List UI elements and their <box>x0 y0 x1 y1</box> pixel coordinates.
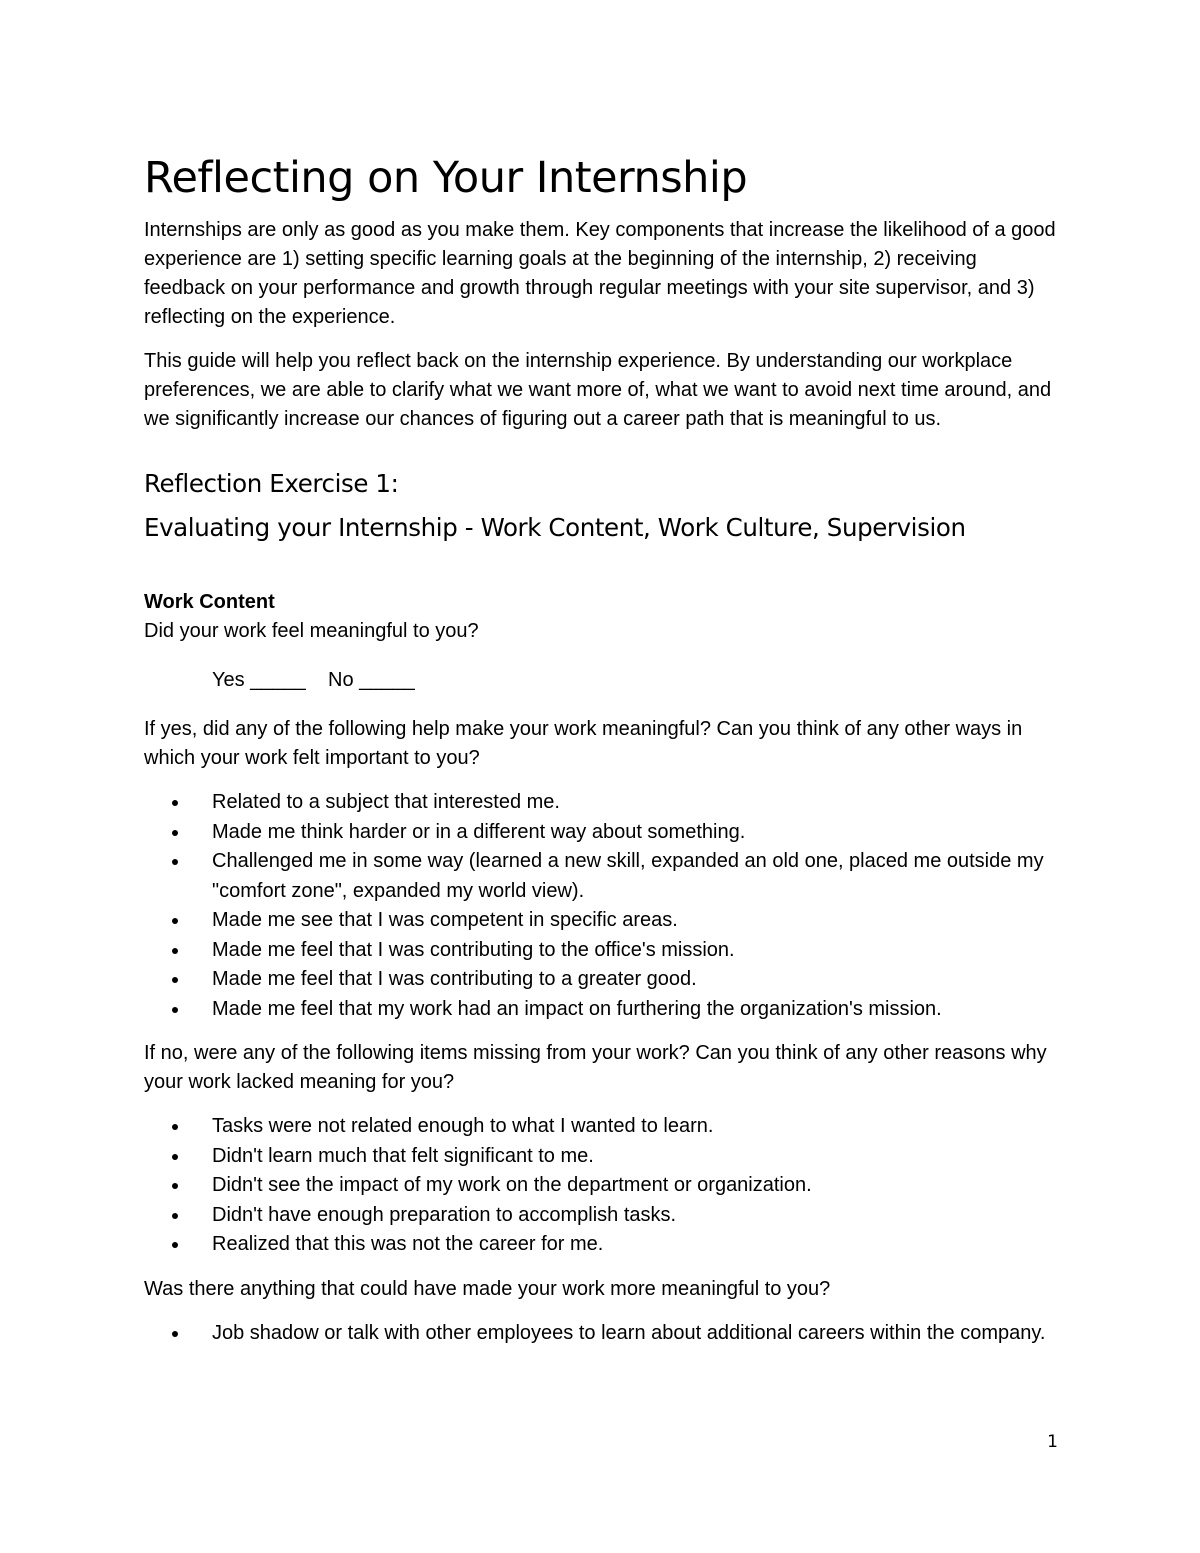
yes-no-answer-line: Yes _____ No _____ <box>212 669 415 691</box>
bullet-icon <box>172 1124 178 1130</box>
list-item-text: Made me think harder or in a different way about something. <box>212 820 746 843</box>
bullet-icon <box>172 1331 178 1337</box>
list-item <box>144 965 1060 995</box>
if-no-prompt: If no, were any of the following items missing from your work? Can you think of any other reasons why your work lacked meaning for you? <box>144 1042 1047 1093</box>
list-item <box>144 1171 1060 1201</box>
bullet-icon <box>172 1213 178 1219</box>
list-item <box>144 995 1060 1025</box>
work-content-heading: Work Content <box>144 591 275 613</box>
list-item-text: Tasks were not related enough to what I wanted to learn. <box>212 1115 714 1137</box>
exercise-heading: Reflection Exercise 1: <box>144 469 399 498</box>
bullet-icon <box>172 918 178 924</box>
yes-reasons-list <box>144 788 1060 1024</box>
list-item <box>144 1142 1060 1172</box>
page-number: 1 <box>1047 1432 1058 1452</box>
intro-paragraph: This guide will help you reflect back on the internship experience. By understanding our workplace preferences, we are able to clarify what we want more of, what we want to avoid next time around, and we significantly increase our chances of figuring out a career path that is meaningful to us. <box>144 350 1052 430</box>
more-meaningful-question: Was there anything that could have made your work more meaningful to you? <box>144 1277 831 1300</box>
no-reasons-list <box>144 1112 1060 1260</box>
list-item <box>144 818 1060 848</box>
list-item <box>144 906 1060 936</box>
more-meaningful-list <box>144 1319 1060 1349</box>
list-item <box>144 936 1060 966</box>
list-item-text: Related to a subject that interested me. <box>212 791 560 813</box>
list-item-text: Made me feel that my work had an impact on furthering the organization's mission. <box>212 997 942 1020</box>
list-item-text: Made me feel that I was contributing to the office's mission. <box>212 938 735 961</box>
document-title: Reflecting on Your Internship <box>144 153 748 203</box>
list-item <box>144 1201 1060 1231</box>
list-item-text: Didn't learn much that felt significant to me. <box>212 1144 594 1167</box>
bullet-icon <box>172 1007 178 1013</box>
bullet-icon <box>172 830 178 836</box>
meaningful-question: Did your work feel meaningful to you? <box>144 620 479 642</box>
list-item <box>144 1230 1060 1260</box>
exercise-subheading: Evaluating your Internship - Work Content, Work Culture, Supervision <box>144 513 966 542</box>
list-item-text: Realized that this was not the career for me. <box>212 1233 604 1255</box>
list-item-text: Challenged me in some way (learned a new skill, expanded an old one, placed me outside my "comfort zone", expanded my world view). <box>212 850 1044 902</box>
bullet-icon <box>172 859 178 865</box>
list-item <box>144 788 1060 818</box>
list-item-text: Didn't see the impact of my work on the department or organization. <box>212 1174 812 1196</box>
bullet-icon <box>172 1154 178 1160</box>
bullet-icon <box>172 1242 178 1248</box>
list-item <box>144 1112 1060 1142</box>
bullet-icon <box>172 1183 178 1189</box>
list-item <box>144 847 1060 906</box>
list-item-text: Didn't have enough preparation to accomplish tasks. <box>212 1203 677 1226</box>
list-item-text: Made me see that I was competent in specific areas. <box>212 909 678 931</box>
list-item-text: Job shadow or talk with other employees to learn about additional careers within the company. <box>212 1321 1046 1344</box>
intro-paragraph: Internships are only as good as you make them. Key components that increase the likelihood of a good experience are 1) setting specific learning goals at the beginning of the internship, 2) receiving feedback on your performance and growth through regular meetings with your site supervisor, and 3) reflecting on the experience. <box>144 219 1056 328</box>
list-item <box>144 1319 1060 1349</box>
if-yes-prompt: If yes, did any of the following help make your work meaningful? Can you think of any other ways in which your work felt important to you? <box>144 718 1023 769</box>
bullet-icon <box>172 800 178 806</box>
list-item-text: Made me feel that I was contributing to a greater good. <box>212 968 697 990</box>
bullet-icon <box>172 977 178 983</box>
bullet-icon <box>172 948 178 954</box>
